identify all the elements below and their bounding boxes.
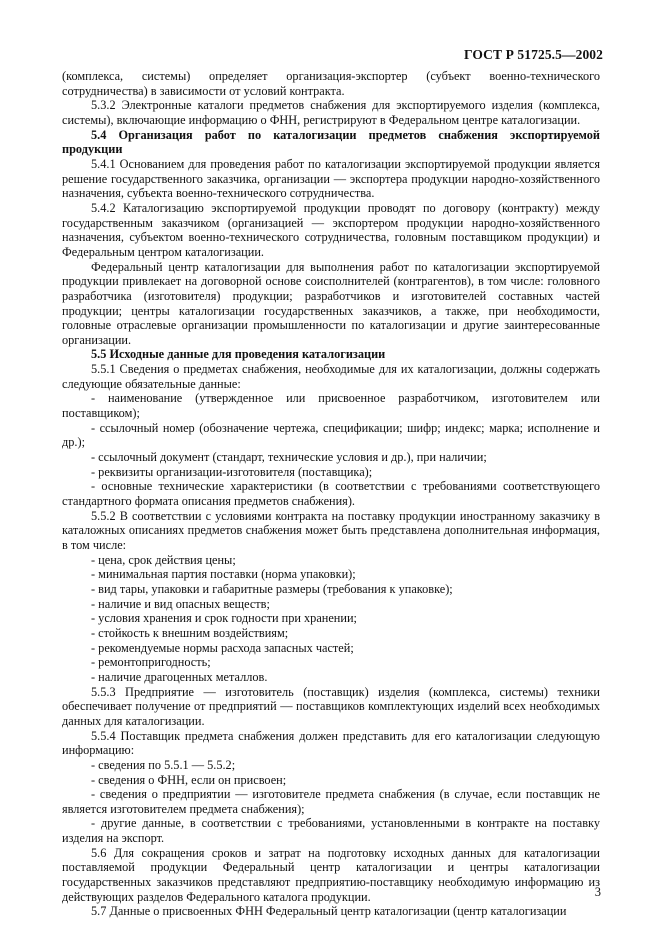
body-paragraph: - основные технические характеристики (в соответствии с требованиями соответствующего стандартного формата описания предметов снабжения). [62, 479, 600, 509]
body-paragraph: - сведения о ФНН, если он присвоен; [91, 772, 287, 787]
body-paragraph: 5.3.2 Электронные каталоги предметов снабжения для экспортируемого изделия (комплекса, системы), включающие информацию о ФНН, регистрируют в Федеральном центре каталогизации. [62, 98, 600, 127]
body-paragraph: 5.6 Для сокращения сроков и затрат на подготовку исходных данных для каталогизации поставляемой продукции Федеральный центр каталогизации и центры каталогизации государственных заказчиков представляют предприятию-поставщику необходимую информацию из действующих разделов Федерального каталога продукции. [62, 845, 600, 904]
body-paragraph: Федеральный центр каталогизации для выполнения работ по каталогизации экспортируемой продукции привлекает на договорной основе соисполнителей (контрагентов), в том числе: головного разработчика (изготовителя) продукции; разработчиков и изготовителей составных частей продукции; центры каталогизации государственных заказчиков, а также, при необходимости, головные отраслевые организации промышленности по каталогизации и другие заинтересованные организации. [62, 259, 600, 347]
body-paragraph: - наличие и вид опасных веществ; [91, 596, 270, 611]
document-body [62, 69, 600, 919]
section-heading: 5.5 Исходные данные для проведения каталогизации [91, 347, 386, 362]
body-paragraph: - наличие драгоценных металлов. [91, 669, 268, 684]
body-paragraph: 5.4.2 Каталогизацию экспортируемой продукции проводят по договору (контракту) между государственным заказчиком (организацией — экспортером продукции народно-хозяйственного назначения, субъектом военно-технического сотрудничества, головным поставщиком продукции) и Федеральным центром каталогизации. [62, 200, 600, 259]
body-paragraph: - наименование (утвержденное или присвоенное разработчиком, изготовителем или поставщиком); [62, 391, 600, 421]
body-paragraph: - вид тары, упаковки и габаритные размеры (требования к упаковке); [91, 581, 453, 596]
page-number: 3 [594, 885, 601, 899]
body-paragraph: - ремонтопригодность; [91, 655, 211, 670]
body-paragraph: - цена, срок действия цены; [91, 552, 236, 567]
body-paragraph: - ссылочный номер (обозначение чертежа, спецификации; шифр; индекс; марка; исполнение и др.); [62, 420, 600, 450]
body-paragraph: 5.5.2 В соответствии с условиями контракта на поставку продукции иностранному заказчику в каталожных описаниях предметов снабжения может быть представлена дополнительная информация, в том числе: [62, 508, 600, 552]
body-paragraph: 5.4.1 Основанием для проведения работ по каталогизации экспортируемой продукции является решение государственного заказчика, организации — экспортера продукции народно-хозяйственного назначения, субъекта военно-технического сотрудничества. [62, 156, 600, 201]
body-paragraph: - сведения по 5.5.1 — 5.5.2; [91, 757, 236, 772]
document-header-id: ГОСТ Р 51725.5—2002 [464, 47, 603, 62]
body-paragraph: - рекомендуемые нормы расхода запасных частей; [91, 640, 354, 655]
body-paragraph: - минимальная партия поставки (норма упаковки); [91, 567, 356, 582]
body-paragraph: - ссылочный документ (стандарт, технические условия и др.), при наличии; [91, 450, 487, 465]
body-paragraph: 5.7 Данные о присвоенных ФНН Федеральный центр каталогизации (центр каталогизации [91, 904, 567, 919]
body-paragraph: 5.5.3 Предприятие — изготовитель (поставщик) изделия (комплекса, системы) техники обеспечивает получение от предприятий — поставщиков комплектующих изделий всех необходимых данных для каталогизации. [62, 684, 600, 728]
body-paragraph: (комплекса, системы) определяет организация-экспортер (субъект военно-технического сотрудничества) в зависимости от условий контракта. [62, 69, 600, 98]
body-paragraph: - сведения о предприятии — изготовителе предмета снабжения (в случае, если поставщик не является изготовителем предмета снабжения); [62, 787, 600, 816]
body-paragraph: - другие данные, в соответствии с требованиями, установленными в контракте на поставку изделия на экспорт. [62, 816, 600, 846]
section-heading: 5.4 Организация работ по каталогизации предметов снабжения экспортируемой продукции [62, 127, 600, 157]
body-paragraph: 5.5.1 Сведения о предметах снабжения, необходимые для их каталогизации, должны содержать следующие обязательные данные: [62, 362, 600, 391]
body-paragraph: - стойкость к внешним воздействиям; [91, 625, 289, 640]
body-paragraph: - условия хранения и срок годности при хранении; [91, 611, 357, 626]
body-paragraph: - реквизиты организации-изготовителя (поставщика); [91, 464, 373, 479]
body-paragraph: 5.5.4 Поставщик предмета снабжения должен представить для его каталогизации следующую информацию: [62, 728, 600, 758]
